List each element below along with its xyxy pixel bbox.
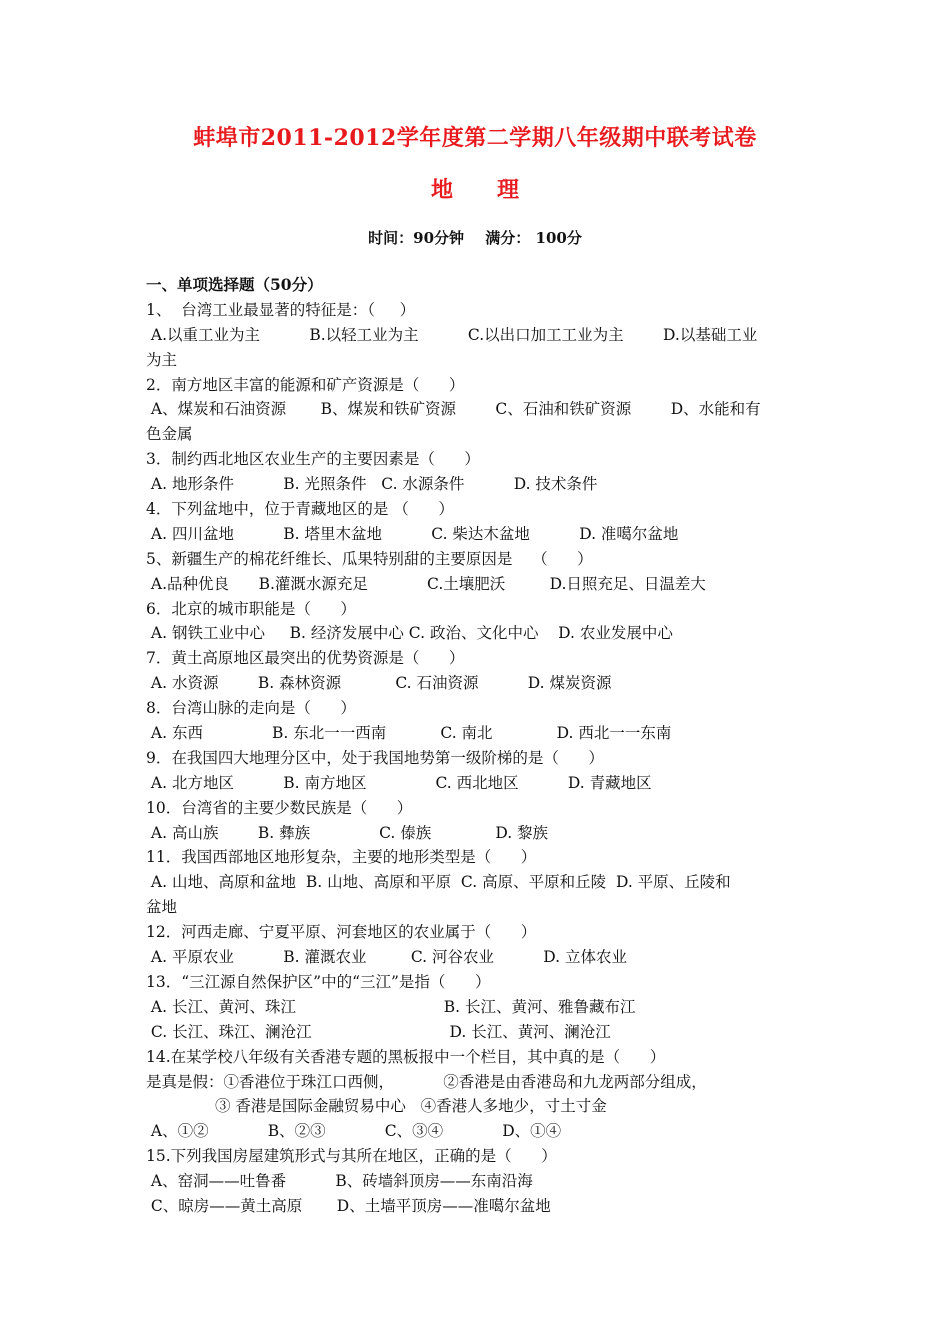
question-4: 4．下列盆地中，位于青藏地区的是 （ ） [146,500,454,519]
question-11: 11．我国西部地区地形复杂，主要的地形类型是（ ） [146,848,537,867]
question-13-options-ab: A. 长江、黄河、珠江 B. 长江、黄河、雅鲁藏布江 [146,997,636,1016]
question-13: 13．“三江源自然保护区”中的“三江”是指（ ） [146,972,491,991]
question-1-options-cont: 为主 [146,350,178,369]
question-14-options: A、①② B、②③ C、③④ D、①④ [146,1122,562,1141]
question-15-options-cd: C、晾房——黄土高原 D、土墙平顶房——准噶尔盆地 [146,1196,551,1215]
question-8-options: A. 东西 B. 东北一一西南 C. 南北 D. 西北一一东南 [146,724,672,743]
subject-char-2: 理 [497,177,520,203]
exam-title: 蚌埠市2011-2012学年度第二学期八年级期中联考试卷 [193,125,757,151]
question-5-options: A.品种优良 B.灌溉水源充足 C.土壤肥沃 D.日照充足、日温差大 [146,574,706,593]
question-3-options: A. 地形条件 B. 光照条件 C. 水源条件 D. 技术条件 [146,475,598,494]
question-8: 8．台湾山脉的走向是（ ） [146,699,356,718]
question-9-options: A. 北方地区 B. 南方地区 C. 西北地区 D. 青藏地区 [146,773,652,792]
question-12-options: A. 平原农业 B. 灌溉农业 C. 河谷农业 D. 立体农业 [146,948,627,967]
question-10-options: A. 高山族 B. 彝族 C. 傣族 D. 黎族 [146,823,549,842]
question-5: 5、新疆生产的棉花纤维长、瓜果特别甜的主要原因是 （ ） [146,549,593,568]
question-14-statements-2: ③ 香港是国际金融贸易中心 ④香港人多地少，寸土寸金 [146,1097,607,1116]
question-15-options-ab: A、窑洞——吐鲁番 B、砖墙斜顶房——东南沿海 [146,1172,533,1191]
question-11-options-cont: 盆地 [146,898,178,917]
question-15: 15.下列我国房屋建筑形式与其所在地区，正确的是（ ） [146,1147,557,1166]
exam-time: 时间：90分钟 [368,229,465,247]
question-3: 3．制约西北地区农业生产的主要因素是（ ） [146,450,480,469]
question-14: 14.在某学校八年级有关香港专题的黑板报中一个栏目，其中真的是（ ） [146,1047,666,1066]
question-7: 7．黄土高原地区最突出的优势资源是（ ） [146,649,465,668]
question-4-options: A. 四川盆地 B. 塔里木盆地 C. 柴达木盆地 D. 准噶尔盆地 [146,524,679,543]
subject-char-1: 地 [430,177,453,203]
question-2-options-cont: 色金属 [146,425,193,444]
subject-heading [0,173,950,204]
exam-score: 满分： 100分 [485,229,582,247]
question-9: 9．在我国四大地理分区中，处于我国地势第一级阶梯的是（ ） [146,748,604,767]
question-list [146,273,826,1219]
question-1: 1、 台湾工业最显著的特征是：（ ） [146,300,416,319]
question-10: 10．台湾省的主要少数民族是（ ） [146,798,413,817]
question-6: 6．北京的城市职能是（ ） [146,599,356,618]
question-13-options-cd: C. 长江、珠江、澜沧江 D. 长江、黄河、澜沧江 [146,1022,611,1041]
question-12: 12．河西走廊、宁夏平原、河套地区的农业属于（ ） [146,923,537,942]
question-2: 2．南方地区丰富的能源和矿产资源是（ ） [146,375,465,394]
question-1-options: A.以重工业为主 B.以轻工业为主 C.以出口加工工业为主 D.以基础工业 [146,325,758,344]
question-11-options: A. 山地、高原和盆地 B. 山地、高原和平原 C. 高原、平原和丘陵 D. 平原、丘陵和 [146,873,731,892]
question-7-options: A. 水资源 B. 森林资源 C. 石油资源 D. 煤炭资源 [146,674,612,693]
section-heading: 一、单项选择题（50分） [146,275,323,294]
question-2-options: A、煤炭和石油资源 B、煤炭和铁矿资源 C、石油和铁矿资源 D、水能和有 [146,400,761,419]
question-6-options: A. 钢铁工业中心 B. 经济发展中心 C. 政治、文化中心 D. 农业发展中心 [146,624,673,643]
question-14-statements-1: 是真是假：①香港位于珠江口西侧， ②香港是由香港岛和九龙两部分组成， [146,1072,707,1091]
exam-meta [0,227,950,248]
